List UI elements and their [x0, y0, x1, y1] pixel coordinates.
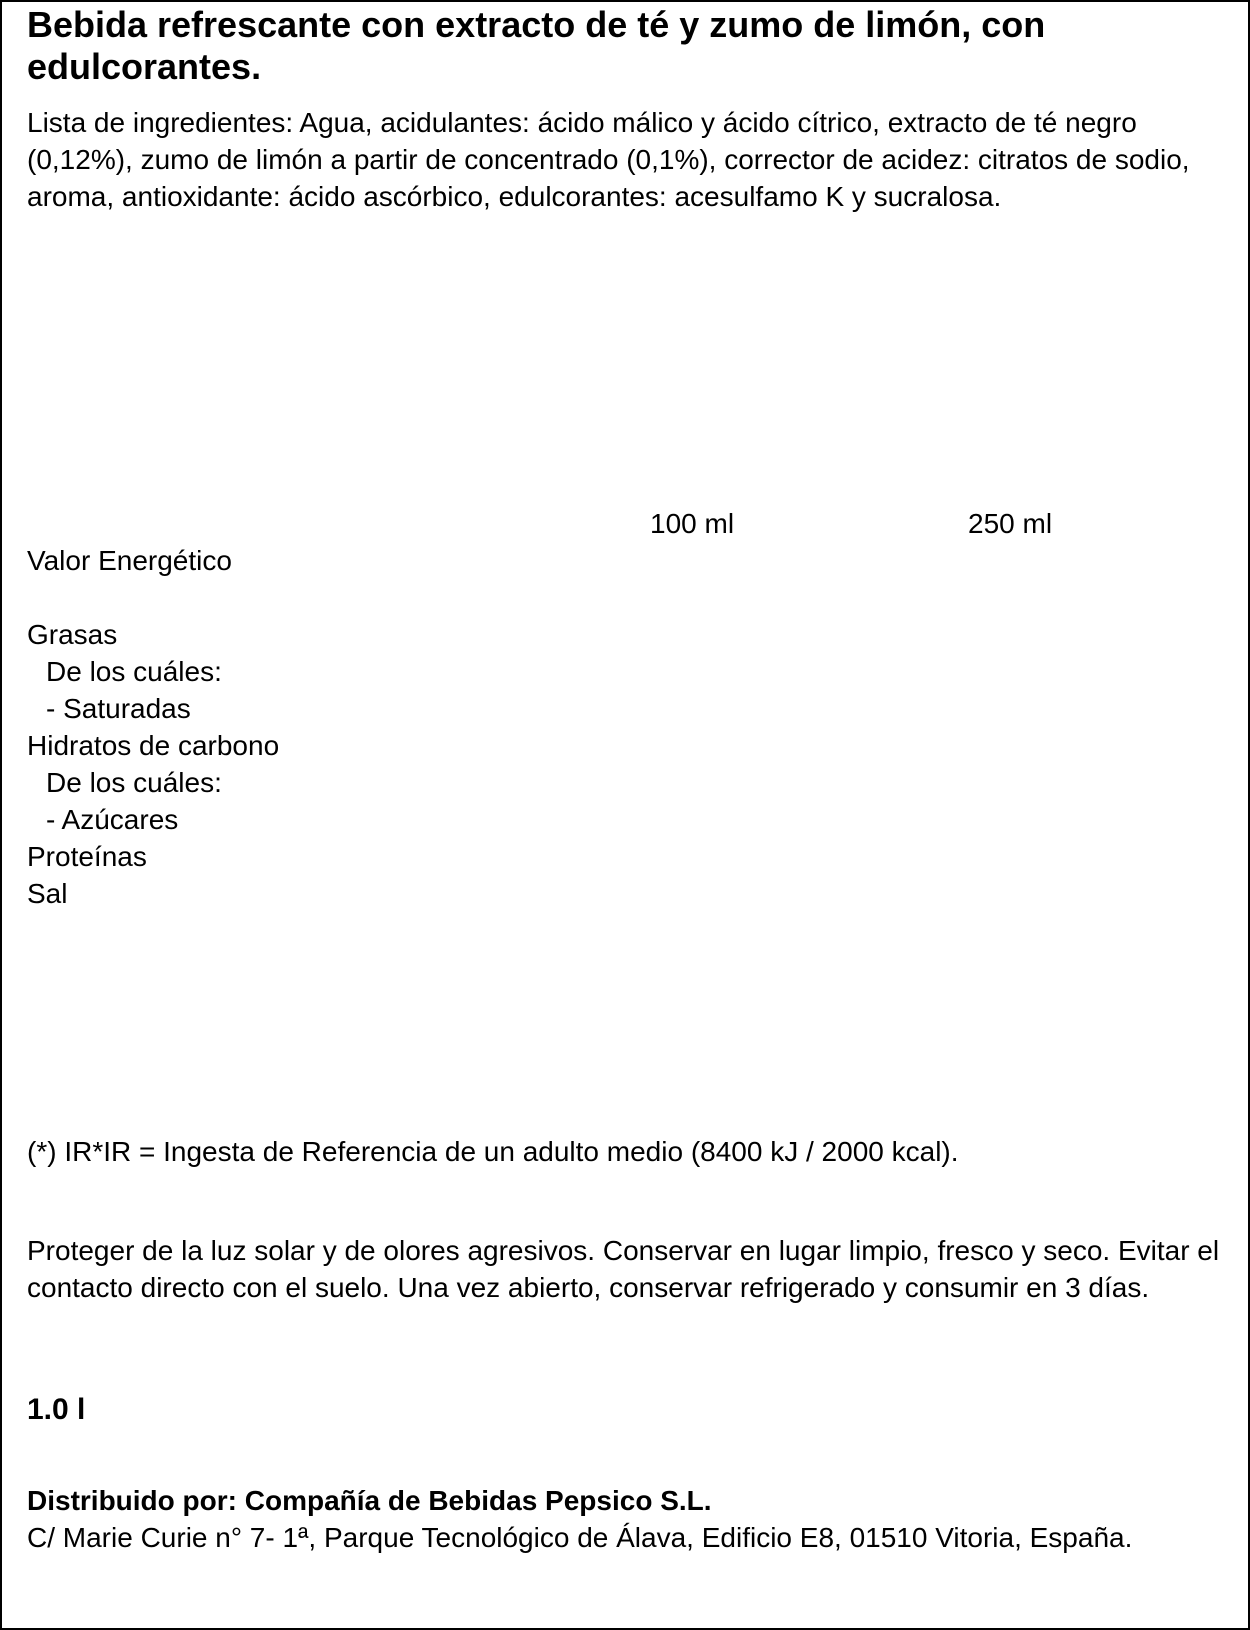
nutrition-row-label: De los cuáles:	[46, 656, 222, 687]
nutrition-row-label: Valor Energético	[27, 545, 232, 576]
reference-intake-footnote: (*) IR*IR = Ingesta de Referencia de un adulto medio (8400 kJ / 2000 kcal).	[27, 1136, 959, 1167]
nutrition-row-label: Hidratos de carbono	[27, 730, 280, 761]
nutrition-row-label: Grasas	[27, 619, 118, 650]
header-per-250ml: 250 ml	[968, 508, 1053, 539]
nutrition-row-label: - Azúcares	[46, 804, 179, 835]
distributor-address: C/ Marie Curie n° 7- 1ª, Parque Tecnológico de Álava, Edificio E8, 01510 Vitoria, España.	[27, 1522, 1133, 1553]
nutrition-row-label: De los cuáles:	[46, 767, 222, 798]
ingredients-list: Lista de ingredientes: Agua, acidulantes: ácido málico y ácido cítrico, extracto de té negro (0,12%), zumo de limón a partir de concentrado (0,1%), corrector de acidez: citratos de sodio, aroma, antioxidante: ácido ascórbico, edulcorantes: acesulfamo K y sucralosa.	[27, 107, 1190, 212]
storage-instructions: Proteger de la luz solar y de olores agresivos. Conservar en lugar limpio, fresco y seco. Evitar el contacto directo con el suelo. Una vez abierto, conservar refrigerado y consumir en 3 días.	[27, 1235, 1220, 1303]
nutrition-row-label: Sal	[27, 878, 68, 909]
distributor-name: Distribuido por: Compañía de Bebidas Pepsico S.L.	[27, 1485, 712, 1516]
net-volume: 1.0 l	[27, 1393, 86, 1426]
product-title: Bebida refrescante con extracto de té y zumo de limón, con edulcorantes.	[27, 4, 1046, 87]
header-per-100ml: 100 ml	[650, 508, 735, 539]
nutrition-row-label: - Saturadas	[46, 693, 191, 724]
nutrition-row-label: Proteínas	[27, 841, 147, 872]
